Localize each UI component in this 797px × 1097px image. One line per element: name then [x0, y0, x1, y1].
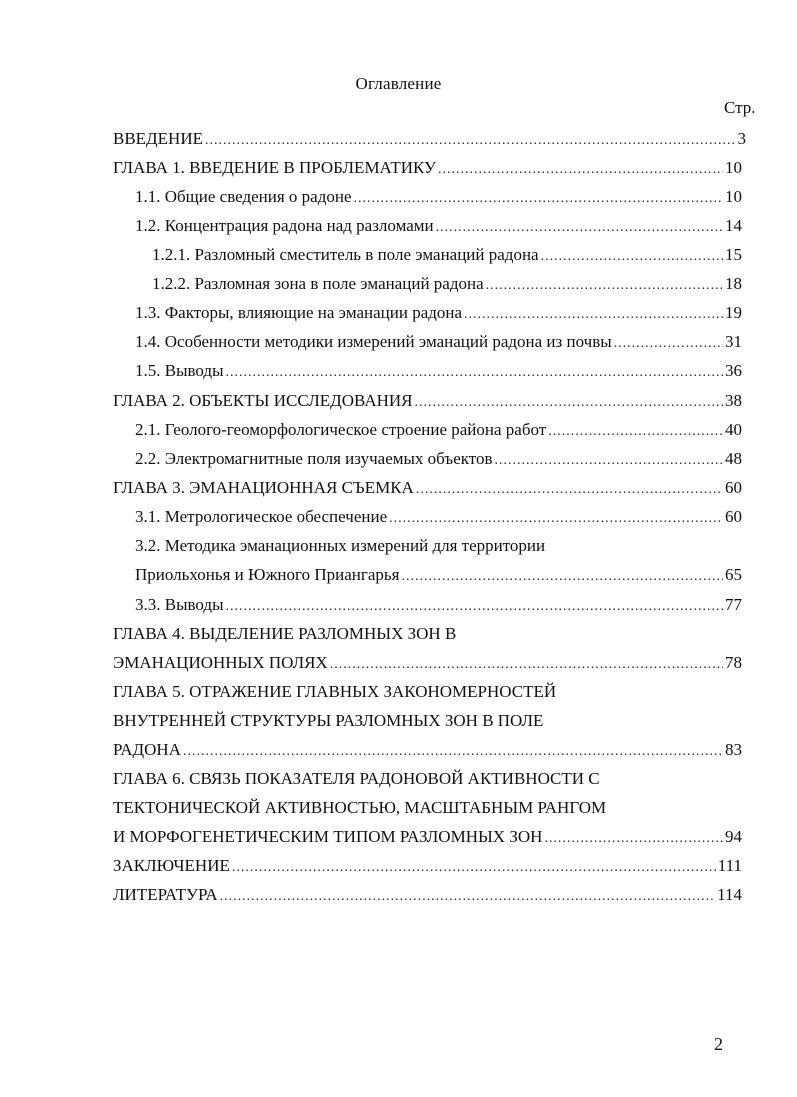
toc-entry-label: 3.3. Выводы [135, 595, 224, 614]
toc-entry[interactable] [113, 766, 742, 792]
toc-entry-label: ЭМАНАЦИОННЫХ ПОЛЯХ [113, 653, 328, 672]
toc-entry[interactable] [113, 853, 742, 879]
toc-entry[interactable] [113, 708, 742, 734]
page-number: 2 [714, 1034, 723, 1054]
toc-entry-label: ВВЕДЕНИЕ [113, 129, 203, 148]
toc-entry-label: 2.2. Электромагнитные поля изучаемых объектов [135, 449, 493, 468]
toc-leader-dots [232, 855, 716, 881]
toc-entry-label: ЛИТЕРАТУРА [113, 885, 218, 904]
toc-entry-page: 83 [725, 740, 742, 759]
toc-entry-page: 19 [725, 303, 742, 322]
page-column-label: Стр. [724, 98, 756, 117]
toc-leader-dots [205, 128, 736, 154]
toc-leader-dots [226, 360, 723, 386]
toc-entry[interactable] [113, 621, 742, 647]
toc-entry[interactable] [135, 300, 742, 326]
toc-entry-page: 114 [717, 885, 742, 904]
toc-leader-dots [330, 652, 723, 678]
toc-entry-page: 60 [725, 478, 742, 497]
toc-leader-dots [414, 390, 723, 416]
toc-entry[interactable] [113, 126, 746, 152]
toc-entry-page: 31 [725, 332, 742, 351]
toc-entry-label: 1.1. Общие сведения о радоне [135, 187, 352, 206]
toc-entry-label: 1.2. Концентрация радона над разломами [135, 216, 434, 235]
toc-entry[interactable] [113, 824, 742, 850]
toc-entry-page: 18 [725, 274, 742, 293]
toc-entry-page: 77 [725, 595, 742, 614]
toc-leader-dots [544, 826, 723, 852]
toc-entry[interactable] [135, 184, 742, 210]
toc-entry-page: 78 [725, 653, 742, 672]
toc-entry[interactable] [113, 679, 742, 705]
toc-entry-label: И МОРФОГЕНЕТИЧЕСКИМ ТИПОМ РАЗЛОМНЫХ ЗОН [113, 827, 543, 846]
toc-entry-page: 14 [725, 216, 742, 235]
toc-entry[interactable] [135, 592, 742, 618]
toc-entry-label: РАДОНА [113, 740, 181, 759]
toc-entry-label: 3.2. Методика эманационных измерений для территории [135, 536, 546, 555]
toc-entry-page: 10 [725, 187, 742, 206]
toc-leader-dots [464, 302, 723, 328]
toc-entry-label: ВНУТРЕННЕЙ СТРУКТУРЫ РАЗЛОМНЫХ ЗОН В ПОЛЕ [113, 711, 544, 730]
toc-entry-label: ТЕКТОНИЧЕСКОЙ АКТИВНОСТЬЮ, МАСШТАБНЫМ РАНГОМ [113, 798, 607, 817]
page-title: Оглавление [355, 74, 442, 93]
toc-entry[interactable] [135, 213, 742, 239]
toc-leader-dots [354, 186, 723, 212]
toc-entry[interactable] [135, 533, 742, 559]
toc-entry-label: ГЛАВА 4. ВЫДЕЛЕНИЕ РАЗЛОМНЫХ ЗОН В [113, 624, 457, 643]
toc-entry[interactable] [152, 242, 742, 268]
toc-leader-dots [183, 739, 723, 765]
toc-entry[interactable] [135, 329, 742, 355]
toc-leader-dots [486, 273, 723, 299]
toc-leader-dots [495, 448, 723, 474]
toc-entry[interactable] [135, 358, 742, 384]
toc-entry[interactable] [152, 271, 742, 297]
toc-entry-page: 65 [725, 565, 742, 584]
toc-entry[interactable] [113, 155, 742, 181]
toc-entry-page: 38 [725, 391, 742, 410]
toc-entry-label: ГЛАВА 3. ЭМАНАЦИОННАЯ СЪЕМКА [113, 478, 414, 497]
toc-entry[interactable] [135, 504, 742, 530]
toc-entry-page: 40 [725, 420, 742, 439]
toc-entry-label: 1.5. Выводы [135, 361, 224, 380]
toc-leader-dots [220, 884, 716, 910]
toc-leader-dots [614, 331, 723, 357]
toc-entry-label: ГЛАВА 1. ВВЕДЕНИЕ В ПРОБЛЕМАТИКУ [113, 158, 437, 177]
toc-entry[interactable] [135, 562, 742, 588]
toc-entry-page: 3 [737, 129, 746, 148]
toc-entry-label: ГЛАВА 5. ОТРАЖЕНИЕ ГЛАВНЫХ ЗАКОНОМЕРНОСТЕЙ [113, 682, 557, 701]
toc-entry-label: 2.1. Геолого-геоморфологическое строение района работ [135, 420, 547, 439]
toc-leader-dots [438, 157, 723, 183]
toc-leader-dots [389, 506, 723, 532]
toc-leader-dots [226, 594, 723, 620]
toc-leader-dots [416, 477, 723, 503]
toc-leader-dots [401, 564, 723, 590]
toc-entry-label: 1.2.1. Разломный сместитель в поле эманаций радона [152, 245, 539, 264]
toc-entry-label: 3.1. Метрологическое обеспечение [135, 507, 388, 526]
toc-entry-page: 60 [725, 507, 742, 526]
toc-entry[interactable] [113, 475, 742, 501]
toc-entry-label: 1.3. Факторы, влияющие на эманации радона [135, 303, 463, 322]
toc-entry-label: Приольхонья и Южного Приангарья [135, 565, 400, 584]
toc-entry[interactable] [113, 795, 742, 821]
toc-entry-label: ГЛАВА 6. СВЯЗЬ ПОКАЗАТЕЛЯ РАДОНОВОЙ АКТИВНОСТИ С [113, 769, 600, 788]
toc-entry-label: 1.4. Особенности методики измерений эманаций радона из почвы [135, 332, 612, 351]
toc-entry-label: 1.2.2. Разломная зона в поле эманаций радона [152, 274, 484, 293]
toc-leader-dots [436, 215, 723, 241]
toc-entry-label: ЗАКЛЮЧЕНИЕ [113, 856, 230, 875]
toc-leader-dots [548, 419, 723, 445]
toc-entry-page: 94 [725, 827, 742, 846]
toc-leader-dots [541, 244, 723, 270]
toc-entry[interactable] [113, 388, 742, 414]
toc-entry-page: 10 [725, 158, 742, 177]
toc-entry[interactable] [135, 417, 742, 443]
toc-entry[interactable] [135, 446, 742, 472]
toc-entry-label: ГЛАВА 2. ОБЪЕКТЫ ИССЛЕДОВАНИЯ [113, 391, 413, 410]
toc-entry[interactable] [113, 650, 742, 676]
toc-entry[interactable] [113, 882, 742, 908]
toc-entry-page: 111 [717, 856, 742, 875]
toc-entry[interactable] [113, 737, 742, 763]
toc-entry-page: 15 [725, 245, 742, 264]
toc-entry-page: 48 [725, 449, 742, 468]
toc-entry-page: 36 [725, 361, 742, 380]
